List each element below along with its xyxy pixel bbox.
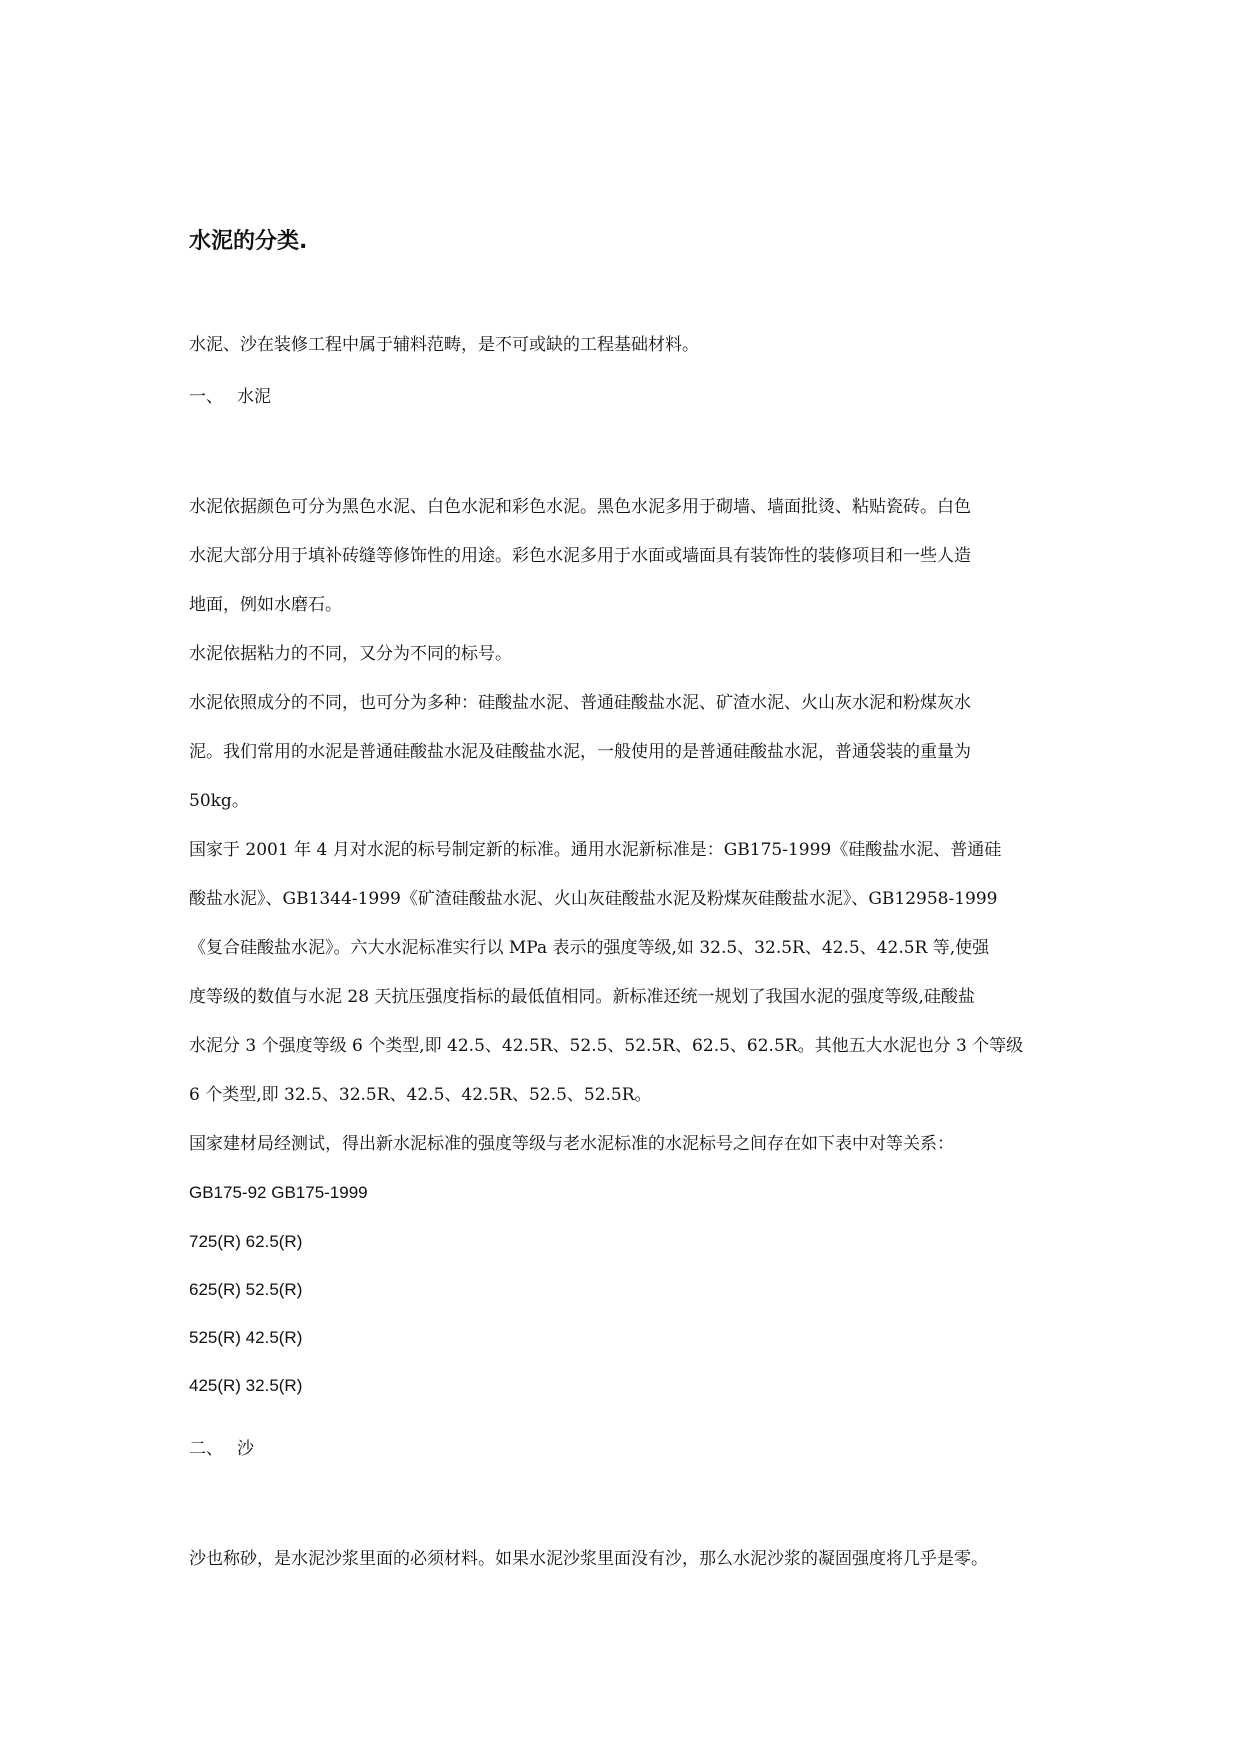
section-label: 沙 [237, 1439, 254, 1459]
table-row: 625(R) 52.5(R) [189, 1280, 303, 1299]
paragraph-line: 6 个类型,即 32.5、32.5R、42.5、42.5R、52.5、52.5R。 [189, 1085, 652, 1105]
section-heading-sand [189, 1438, 254, 1460]
table-header: GB175-92 GB175-1999 [189, 1183, 368, 1202]
section-number: 一、 [189, 387, 223, 407]
paragraph-line: 水泥分 3 个强度等级 6 个类型,即 42.5、42.5R、52.5、52.5R、62.5、62.5R。其他五大水泥也分 3 个等级 [189, 1036, 1024, 1056]
section-number: 二、 [189, 1439, 223, 1459]
paragraph-line: 50kg。 [189, 791, 249, 811]
paragraph-line: 水泥依照成分的不同，也可分为多种：硅酸盐水泥、普通硅酸盐水泥、矿渣水泥、火山灰水泥和粉煤灰水 [189, 693, 971, 713]
paragraph-line: 水泥大部分用于填补砖缝等修饰性的用途。彩色水泥多用于水面或墙面具有装饰性的装修项目和一些人造 [189, 546, 971, 566]
paragraph-line: 国家建材局经测试，得出新水泥标准的强度等级与老水泥标准的水泥标号之间存在如下表中对等关系： [189, 1134, 954, 1154]
table-row: 425(R) 32.5(R) [189, 1376, 303, 1395]
paragraph-line: 地面，例如水磨石。 [189, 595, 342, 615]
table-row: 725(R) 62.5(R) [189, 1232, 303, 1251]
paragraph-line: 国家于 2001 年 4 月对水泥的标号制定新的标准。通用水泥新标准是：GB175-1999《硅酸盐水泥、普通硅 [189, 840, 1002, 860]
section-heading-cement [189, 386, 271, 408]
paragraph-line: 水泥依据颜色可分为黑色水泥、白色水泥和彩色水泥。黑色水泥多用于砌墙、墙面批烫、粘贴瓷砖。白色 [189, 497, 971, 517]
paragraph-line: 沙也称砂，是水泥沙浆里面的必须材料。如果水泥沙浆里面没有沙，那么水泥沙浆的凝固强度将几乎是零。 [189, 1549, 988, 1569]
section-label: 水泥 [237, 387, 271, 407]
paragraph-line: 水泥依据粘力的不同，又分为不同的标号。 [189, 644, 512, 664]
paragraph-line: 度等级的数值与水泥 28 天抗压强度指标的最低值相同。新标准还统一规划了我国水泥的强度等级,硅酸盐 [189, 987, 975, 1007]
intro-paragraph: 水泥、沙在装修工程中属于辅料范畴，是不可或缺的工程基础材料。 [189, 335, 699, 355]
document-title: 水泥的分类. [189, 229, 308, 254]
paragraph-line: 酸盐水泥》、GB1344-1999《矿渣硅酸盐水泥、火山灰硅酸盐水泥及粉煤灰硅酸盐水泥》、GB12958-1999 [189, 889, 998, 909]
paragraph-line: 泥。我们常用的水泥是普通硅酸盐水泥及硅酸盐水泥，一般使用的是普通硅酸盐水泥，普通袋装的重量为 [189, 742, 971, 762]
paragraph-line: 《复合硅酸盐水泥》。六大水泥标准实行以 MPa 表示的强度等级,如 32.5、32.5R、42.5、42.5R 等,使强 [189, 938, 990, 958]
table-row: 525(R) 42.5(R) [189, 1328, 303, 1347]
